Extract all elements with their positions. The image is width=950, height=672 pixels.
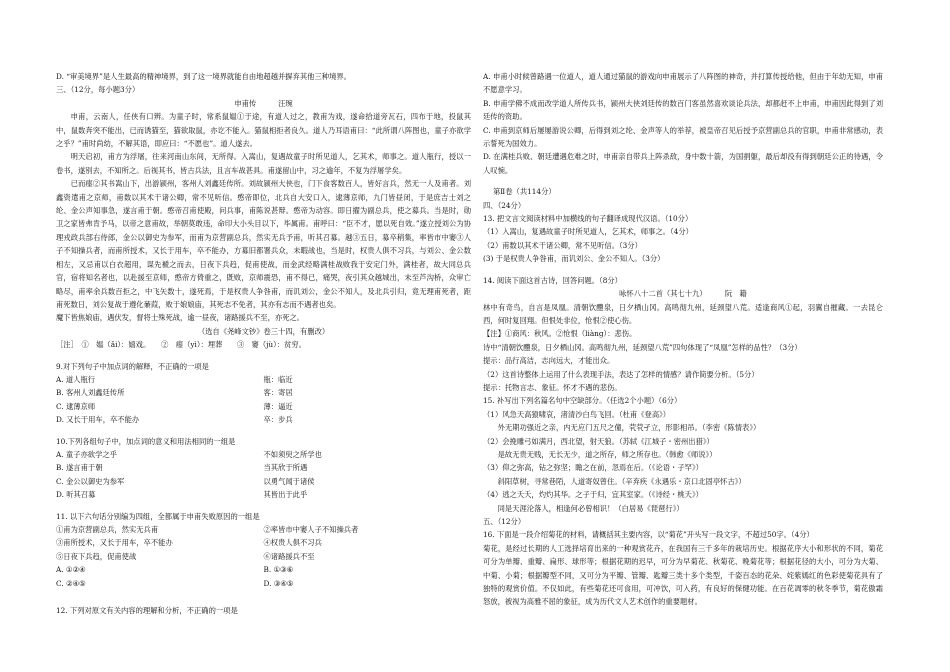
q15-line: （4）逃之夭夭，灼灼其华。之子于归，宜其室家。（《诗经・桃夭》）: [483, 490, 703, 500]
question-14: 14. 阅读下面这首古诗，回答问题。（8分）: [483, 275, 622, 285]
q11-option: C. ②④⑤ D. ③④⑤: [56, 578, 294, 588]
passage-title: 申甫传 汪琬: [234, 98, 293, 108]
q11-option: A. ①②④ B. ①③⑥: [56, 565, 294, 575]
q10-option: C. 金公以御史为参军 以勇气闻于诸侯: [56, 476, 315, 486]
q14-hint-2: 提示：托物言志、象征。怀才不遇的悲伤。: [483, 382, 622, 392]
q14-item-1: 诗中“清朝饮醴泉，日夕栖山冈。高鸣彻九州，延颈望八荒”四句体现了“凤凰”怎样的品性？（3分）: [483, 342, 802, 352]
q15-line: 是故无贵无贱，无长无少，道之所存，师之所存也。（韩愈《师说》）: [497, 449, 717, 459]
q12-option-b: B. 申甫学佛不成而改学道人所传兵书，颍州大侠刘廷传的数百门客虽然喜欢谈论兵法，却都赶不上申甫，申甫因此得到了刘廷传的资助。: [483, 98, 883, 122]
question-10: 10.下列各组句子中，加点词的意义和用法相同的一组是: [56, 436, 236, 446]
q9-option: C. 逮薄京师 薄：逼近: [56, 401, 293, 411]
passage-para-1: 申甫，云南人，任侠有口辨。为童子时，常系鼠媪①于途，有道人过之，教甫为戏，遂命拾道旁瓦石，四布于地，投鼠其中，鼠数奔突不能出，已而诱猫至，猫欲取鼠，亦讫不能入。猫鼠相拒者良久。道人乃耳语甫曰：“此所谓八阵图也，童子亦欲学之乎？”甫时尚幼，不解其语，即应曰：“不愿也”。道人遂去。: [56, 112, 471, 149]
q9-option: D. 又长于用车，卒不能办 卒：步兵: [56, 415, 293, 425]
q10-option: A. 童子亦欲学之乎 不如须臾之所学也: [56, 449, 322, 459]
q12-option-c: C. 申甫到京师后屡屡游说公卿，后得到刘之纶、金声等人的举荐，被皇帝召见后授予京营副总兵的官职，申甫非常感动，表示誓死为国效力。: [483, 125, 883, 149]
q14-hint-1: 提示：品行高洁，志向远大，才能出众。: [483, 356, 615, 366]
passage-para-4: 魔下皆焦娘庙，遇伏发，督将士殊死战，逾一昼夜，诸路援兵不至，亦死之。: [56, 313, 305, 323]
q12-option-a: A. 申甫小时候曾路遇一位道人，道人通过猫鼠的游戏向申甫展示了八阵图的神奇，并打算传授给他，但由于年幼无知，申甫不愿意学习。: [483, 72, 883, 95]
volume-two-heading: 第Ⅱ卷（共114分）: [493, 187, 556, 197]
q15-line: （2）会挽雕弓如满月，西北望，射天狼。（苏轼《江城子・密州出猎》）: [483, 436, 714, 446]
q13-item-1: （1）入嵩山，复遇故童子时所见道人，乞其术，师事之。（4分）: [483, 227, 693, 237]
question-16: 16. 下面是一段介绍菊花的材料，请概括其主要内容，以“菊花”开头写一段文字，不超过50字。（4分）: [483, 530, 814, 540]
q15-line: 同是天涯沦落人，相逢何必曾相识！（白居易《琵琶行》）: [497, 503, 684, 513]
option-d-text: D. “审美境界”是人生最高的精神境界，到了这一境界就能自由地超越并摒弃其他三种境界。: [56, 72, 351, 81]
q11-option: ①甫为京营副总兵，然实无兵甫 ②率皆市中窭人子不知操兵者: [56, 525, 359, 534]
question-11: 11. 以下六句话分别编为四组，全都属于申甫失败原因的一组是: [56, 511, 260, 521]
q13-item-2: （2）甫数以其术干诸公卿，常不见听信。（3分）: [483, 240, 642, 250]
poem-text: 林中有奇鸟，自言是凤凰。清朝饮醴泉，日夕栖山冈。高鸣彻九州，延颈望八荒。适逢商风①起，羽翼自摧藏。一去昆仑西，何时复回翔。但恨处非位，怆恨②使心伤。: [483, 302, 883, 325]
q11-option: ③甫所授术，又长于用车，卒不能办 ④权贵人俱不习兵: [56, 538, 322, 548]
q15-line: （3）仰之弥高，钻之弥坚；瞻之在前，忽焉在后。（《论语・子罕》）: [483, 463, 703, 473]
q10-option: D. 听其召募 其皆出于此乎: [56, 490, 308, 500]
q15-line: 斜阳草树，寻常巷陌，人道寄奴曾住。（辛弃疾《永遇乐・京口北固亭怀古》）: [497, 476, 746, 486]
section-four-heading: 四、（24分）: [483, 200, 526, 210]
q13-item-3: (3) 于是权贵人争咎甫，而讥刘公、金公不知人。（3分）: [483, 254, 665, 264]
passage-para-2: 明天启初，甫方为浮屠，往来河南山东间，无所得。入嵩山，复遇故童子时所见道人，乞其术，师事之。道人瓶行，授以一卷书，遂别去，不知所之。后视其书，皆古兵法，且言车战甚具。甫遂留山中，习之逾年，不复为浮屠学矣。: [56, 152, 471, 175]
section-three-heading: 三、（12分，每小题3分）: [56, 85, 140, 95]
q15-line: 外无期功强近之亲，内无应门五尺之僮，茕茕孑立，形影相吊。（李密《陈情表》）: [497, 423, 761, 433]
q15-line: （1）风急天高猿啸哀，渚清沙白鸟飞回。（杜甫《登高》）: [483, 409, 671, 419]
question-9: 9.对下列句子中加点词的解释，不正确的一项是: [56, 361, 209, 371]
passage-source: （选自《尧峰文钞》卷三十四，有删改）: [197, 326, 330, 336]
question-13: 13. 把文言文阅读材料中加横线的句子翻译成现代汉语。（10分）: [483, 214, 693, 224]
q9-option: B. 客州人刘鑫廷传所 客：寄居: [56, 388, 293, 398]
question-12: 12. 下列对原文有关内容的理解和分析，不正确的一项是: [56, 606, 238, 616]
passage-para-3: 已而瘗②其书嵩山下，出游颍州，客州人刘鑫廷传所。刘故颍州大侠也，门下食客数百人，皆好言兵，然无一人及甫者。刘鑫资遣甫之京师，甫数以其术干诸公卿，常不见听信。憨帝即位，北兵自大安口入，逮薄京师，九门皆昼闭，于是庶吉士刘之纶、金公声知事急，遂言甫于朝。憨帝召甫使殿，问兵事，甫陈说甚辩。憨帝为动容。即日擢为副总兵，使之募兵。当是时，勋卫之家皆弗肯予马，以帝之意甫故，举朝莫敢违，命印大小头目以下，毕属甫。甫呼曰：“臣不才，愿以死自效。”遂立授刘公为协理戎政兵部右侍郎，金公以御史为参军，而甫为京营副总兵，然实无兵予甫，听其召募。越③五日，募卒稍集，率皆市中窭③人子不知操兵者，而甫所授术，又长于用车，卒不能办，方募旧都署兵众，未暇战也，当是时，权贵人俱不习兵，与刘公、金公数相左，又忌甫以白衣超用，谋先褫之而去，日夜下兵趋，促甫使战，而金武经略满桂战败我于安定门外，满桂者，故大同总兵官，宿将知名者也，以赴援至京师，憨帝方倚重之，既败，京师震恐，甫不得已，痛哭，夜引其众越城出，未至芦沟桥，众审亡略尽，甫率余兵数百拒之，中飞矢数十，遂死焉，于是权贵人争咎甫，而讥刘公，金公不知人，及北兵引归，竟无理甫死者，距甫死数日，刘公复战于遵化蒹葭，败于娘娘庙，其死志不免者，其亦有志而不遇者也矣。: [56, 179, 471, 309]
right-column: [483, 70, 883, 609]
q10-option: B. 遂言甫于朝 当其欣于所遇: [56, 463, 308, 473]
q16-material: 菊花，是经过长期的人工选择培育出来的一种观赏花卉，在我国有三千多年的栽培历史。根据花序大小和形状的不同，菊花可分为单瓣、重瓣、扁形、球形等；根据花期的迟早，可分为早菊花、秋菊花、晚菊花等；根据花径的大小，可分为大菊、中菊、小菊；根据瓣型不同，又可分为平瓣、管瓣、匙瓣三类十多个类型，千姿百态的花朵、姹紫嫣红的色彩使菊花具有了独特的观赏价值。不仅如此，有些菊花还可食用，可冲饮，可入药，有良好的保健功能。在百花凋零的秋冬季节，菊花傲霜怒放，被视为高雅不屈的象征，成为历代文人艺术创作的重要题材。: [483, 543, 883, 607]
q14-item-2: （2）这首诗整体上运用了什么表现手法，表达了怎样的情感？请作简要分析。（5分）: [483, 369, 759, 379]
poem-note: 【注】①商风：秋风。②怆恨（liàng）：悲伤。: [483, 329, 637, 339]
section-five-heading: 五、（12分）: [483, 517, 526, 526]
q11-option: ⑤日夜下兵趋，促甫使战 ⑥诸路援兵不至: [56, 551, 315, 561]
q9-option: A. 道人瓶行 瓶：临近: [56, 374, 293, 384]
passage-notes: ［注］ ① 媪（ǎi）：嬉戏。 ② 瘗（yì）：埋葬 ③ 窭（jù）：贫穷。: [56, 340, 306, 350]
left-column: [56, 70, 471, 617]
poem-title: 咏怀八十二首（其七十九） 阮 籍: [619, 289, 747, 299]
q12-option-d: D. 在满桂兵败、朝廷遭遇危难之时，申甫亲自带兵上阵杀敌，身中数十箭，为国捐躯，最后却没有得到朝廷公正的待遇，令人叹惋。: [483, 152, 883, 175]
question-15: 15. 补写出下列名篇名句中空缺部分。（任选2个小题）（6分）: [483, 396, 682, 406]
